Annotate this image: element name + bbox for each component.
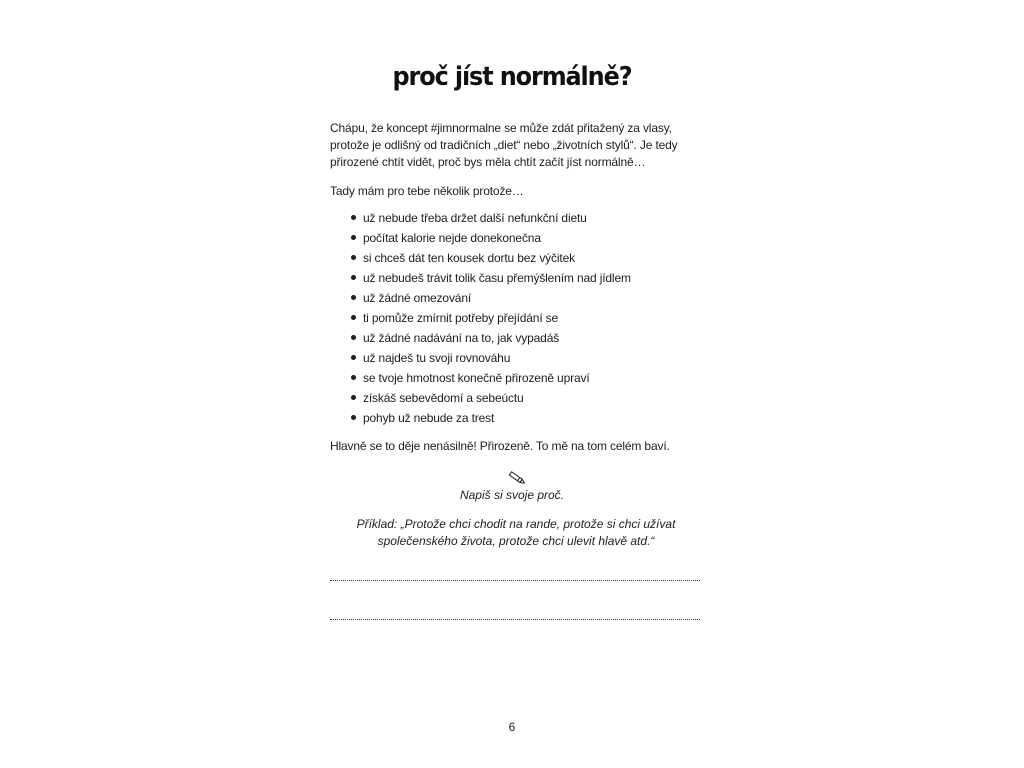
list-item: už žádné omezování <box>330 288 702 308</box>
pencil-icon <box>506 470 528 486</box>
answer-line <box>330 580 700 581</box>
list-item: pohyb už nebude za trest <box>330 408 702 428</box>
list-item: si chceš dát ten kousek dortu bez výčitek <box>330 248 702 268</box>
list-item: už nebude třeba držet další nefunkční dietu <box>330 208 702 228</box>
intro-paragraph: Chápu, že koncept #jimnormalne se může zdát přitažený za vlasy, protože je odlišný od tradičních „diet“ nebo „životních stylů“. Je tedy přirozené chtít vidět, proč bys měla chtít začít jíst normálně… <box>330 121 678 169</box>
closing-paragraph: Hlavně se to děje nenásilně! Přirozeně. To mě na tom celém baví. <box>330 439 670 453</box>
exercise-example: Příklad: „Protože chci chodit na rande, protože si chci užívat společenského života, protože chci ulevit hlavě atd.“ <box>356 517 676 548</box>
list-item: už žádné nadávání na to, jak vypadáš <box>330 328 702 348</box>
answer-line <box>330 619 700 620</box>
exercise-prompt: Napiš si svoje proč. <box>459 488 565 502</box>
list-item: získáš sebevědomí a sebeúctu <box>330 388 702 408</box>
list-item: už najdeš tu svoji rovnováhu <box>330 348 702 368</box>
page-title: proč jíst normálně? <box>392 62 632 92</box>
list-item: se tvoje hmotnost konečně přirozeně upraví <box>330 368 702 388</box>
list-lead-in: Tady mám pro tebe několik protože… <box>330 184 524 198</box>
reasons-list <box>330 208 702 428</box>
list-item: ti pomůže zmírnit potřeby přejídání se <box>330 308 702 328</box>
page-number: 6 <box>508 720 516 734</box>
list-item: počítat kalorie nejde donekonečna <box>330 228 702 248</box>
list-item: už nebudeš trávit tolik času přemýšlením nad jídlem <box>330 268 702 288</box>
page-body <box>330 120 702 455</box>
